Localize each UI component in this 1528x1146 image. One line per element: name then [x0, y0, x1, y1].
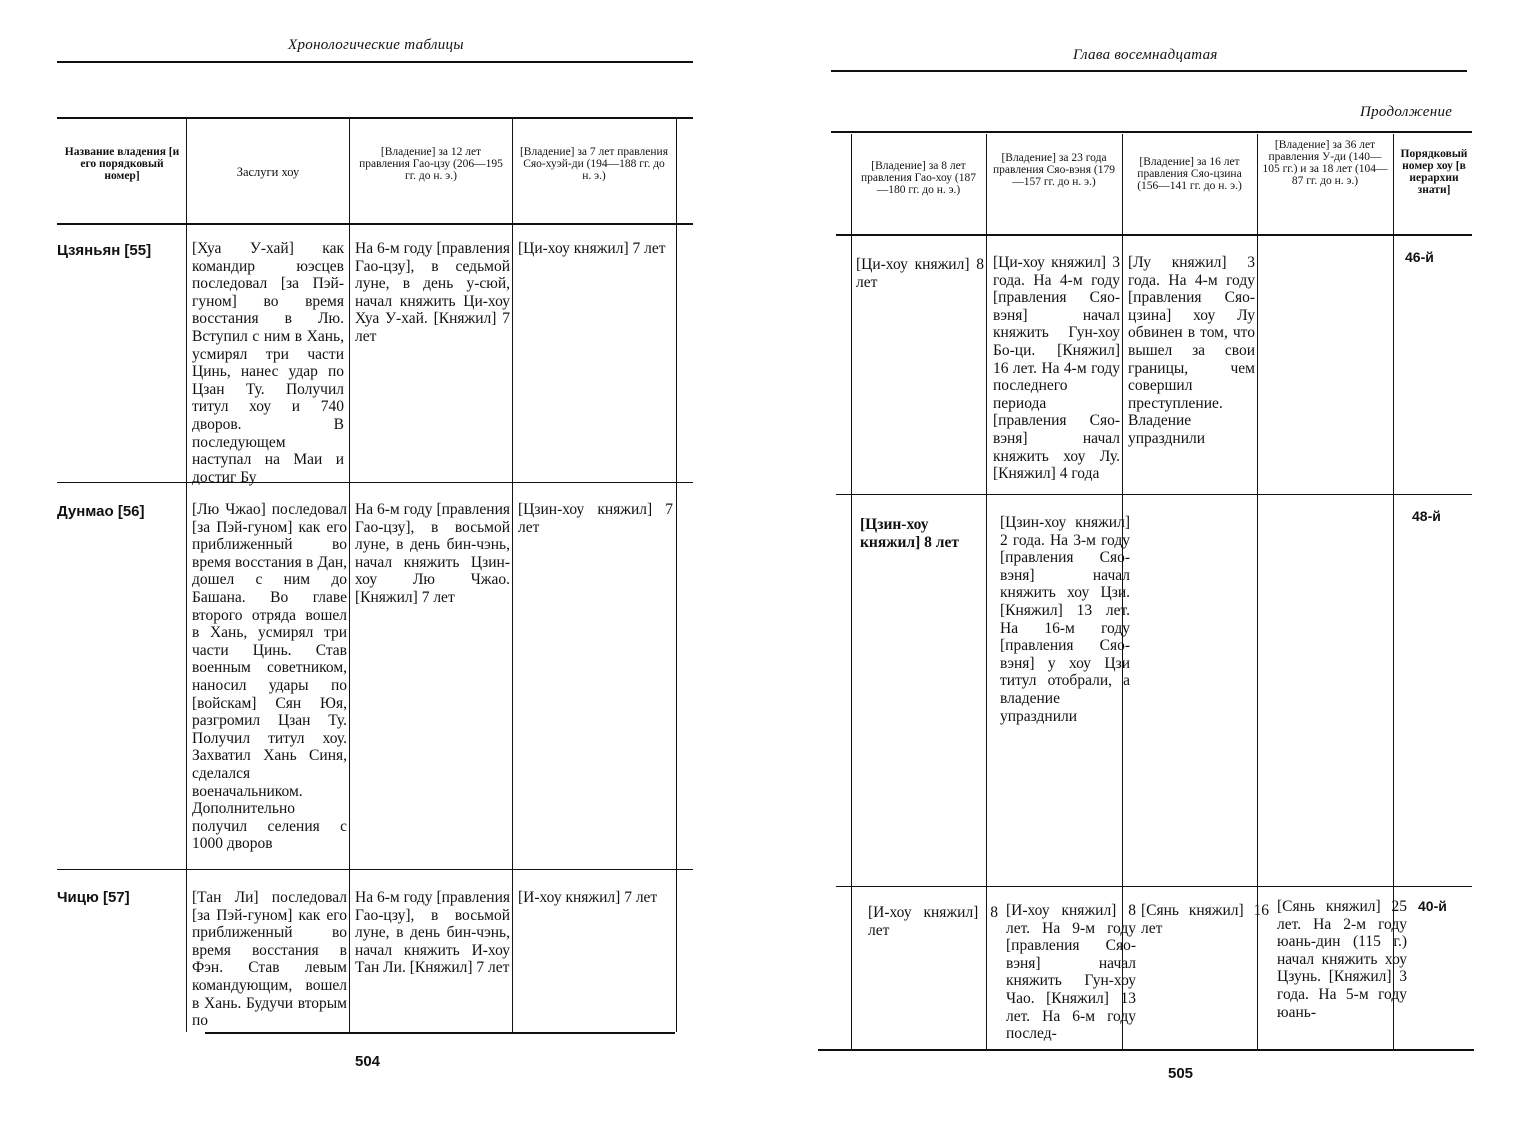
right-header-rule — [836, 234, 1472, 236]
right-row-rule — [836, 494, 1472, 495]
merit-cell: [Тан Ли] последовал [за Пэй-гуном] как его приближенный во время восстания в Фэн. Став левым командующим, вошел в Хань. Будучи вторым по — [192, 889, 347, 1030]
right-table-bottom-rule — [818, 1049, 1474, 1051]
right-col-header: [Владение] за 8 лет правления Гао-хоу (187—180 гг. до н. э.) — [861, 160, 976, 196]
wen-cell: [Цзин-хоу княжил] 2 года. На 3-м году [правления Сяо-вэня] начал княжить хоу Цзи. [Княжил] 13 лет. На 16-м году [правления Сяо-вэня] у хоу Цзи титул отобрали, а владение упразднили — [1000, 514, 1130, 725]
right-col-header: [Владение] за 23 года правления Сяо-вэня (179—157 гг. до н. э.) — [993, 152, 1115, 188]
right-col-divider — [851, 134, 852, 1049]
jing-cell: [Сянь княжил] 16 лет — [1141, 902, 1269, 937]
rank-cell: 40-й — [1418, 898, 1447, 914]
gaohou-cell: [Цзин-хоу княжил] 8 лет — [860, 516, 959, 551]
huidi-cell: [Ци-хоу княжил] 7 лет — [518, 240, 666, 257]
left-row-rule — [57, 869, 693, 870]
left-header-rule — [57, 223, 693, 225]
wen-cell: [Ци-хоу княжил] 3 года. На 4-м году [правления Сяо-вэня] начал княжить Гун-хоу Бо-ци. [Княжил] 16 лет. На 4-м году последнего периода [правления Сяо-вэня] начал княжить хоу Лу. [Княжил] 4 года — [993, 254, 1120, 483]
left-col-header: [Владение] за 7 лет правления Сяо-хуэй-ди (194—188 гг. до н. э.) — [519, 146, 669, 182]
rank-cell: 48-й — [1412, 508, 1441, 524]
left-row-rule — [57, 482, 693, 483]
wen-cell: [И-хоу княжил] 8 лет. На 9-м году [правления Сяо-вэня] начал княжить Гун-хоу Чао. [Княжил] 13 лет. На 6-м году послед- — [1006, 902, 1136, 1043]
row-name: Дунмао [56] — [57, 503, 145, 520]
right-col-header: [Владение] за 36 лет правления У-ди (140—105 гг.) и за 18 лет (104—87 гг. до н. э.) — [1262, 139, 1388, 187]
row-name: Чицю [57] — [57, 889, 130, 906]
right-row-rule — [836, 886, 1472, 887]
wudi-cell: [Сянь княжил] 25 лет. На 2-м году юань-дин (115 г.) начал княжить хоу Цзунь. [Княжил] 3 года. На 5-м году юань- — [1277, 898, 1407, 1021]
right-running-head: Глава восемнадцатая — [1073, 47, 1218, 63]
merit-cell: [Хуа У-хай] как командир юэсцев последовал [за Пэй-гуном] во время восстания в Лю. Вступил с ним в Хань, усмирял три части Цинь, нанес удар по Цзан Ту. Получил титул хоу и 740 дворов. В последующем наступал на Маи и достиг Бу — [192, 240, 344, 486]
gaozu-cell: На 6-м году [правления Гао-цзу], в восьмой луне, в день бин-чэнь, начал княжить И-хоу Тан Ли. [Княжил] 7 лет — [355, 889, 510, 977]
jing-cell: [Лу княжил] 3 года. На 4-м году [правления Сяо-цзина] хоу Лу обвинен в том, что вышел за свои границы, чем совершил преступление. Владение упразднили — [1128, 254, 1255, 447]
right-page-number: 505 — [1168, 1065, 1194, 1082]
right-col-header: Порядковый номер хоу [в иерархии знати] — [1400, 148, 1468, 196]
left-col-divider — [676, 119, 677, 1032]
right-head-rule — [831, 70, 1467, 72]
left-col-divider — [512, 119, 513, 1032]
left-col-divider — [349, 119, 350, 1032]
left-col-header: Название владения [и его порядковый номер] — [64, 146, 180, 182]
left-col-divider — [186, 119, 187, 1032]
right-col-header: [Владение] за 16 лет правления Сяо-цзина (156—141 гг. до н. э.) — [1137, 156, 1242, 192]
left-running-head: Хронологические таблицы — [288, 37, 464, 53]
gaozu-cell: На 6-м году [правления Гао-цзу], в седьмой луне, в день у-сюй, начал княжить Ци-хоу Хуа У-хай. [Княжил] 7 лет — [355, 240, 510, 345]
continuation-label: Продолжение — [1360, 104, 1453, 120]
left-table-bottom-rule — [205, 1032, 675, 1034]
huidi-cell: [И-хоу княжил] 7 лет — [518, 889, 658, 906]
huidi-cell: [Цзин-хоу княжил] 7 лет — [518, 501, 673, 536]
gaohou-cell: [И-хоу княжил] 8 лет — [868, 904, 998, 939]
left-col-header: Заслуги хоу — [236, 165, 300, 179]
right-table-top-rule — [831, 131, 1472, 133]
gaohou-cell: [Ци-хоу княжил] 8 лет — [856, 256, 984, 291]
row-name: Цзяньян [55] — [57, 242, 152, 259]
left-head-rule — [57, 61, 693, 63]
left-page-number: 504 — [355, 1053, 381, 1070]
merit-cell: [Лю Чжао] последовал [за Пэй-гуном] как его приближенный во время восстания в Дан, дошел с ним до Башана. Во главе второго отряда вошел в Хань, усмирял три части Цинь. Став военным советником, наносил удары по [войскам] Сян Юя, разгромил Цзан Ту. Получил титул хоу. Захватил Хань Синя, сделался военачальником. Дополнительно получил селения с 1000 дворов — [192, 501, 347, 853]
rank-cell: 46-й — [1405, 249, 1434, 265]
left-table-top-rule — [57, 117, 693, 119]
left-col-header: [Владение] за 12 лет правления Гао-цзу (206—195 гг. до н. э.) — [359, 146, 503, 182]
gaozu-cell: На 6-м году [правления Гао-цзу], в восьмой луне, в день бин-чэнь, начал княжить Цзин-хоу Лю Чжао. [Княжил] 7 лет — [355, 501, 510, 606]
